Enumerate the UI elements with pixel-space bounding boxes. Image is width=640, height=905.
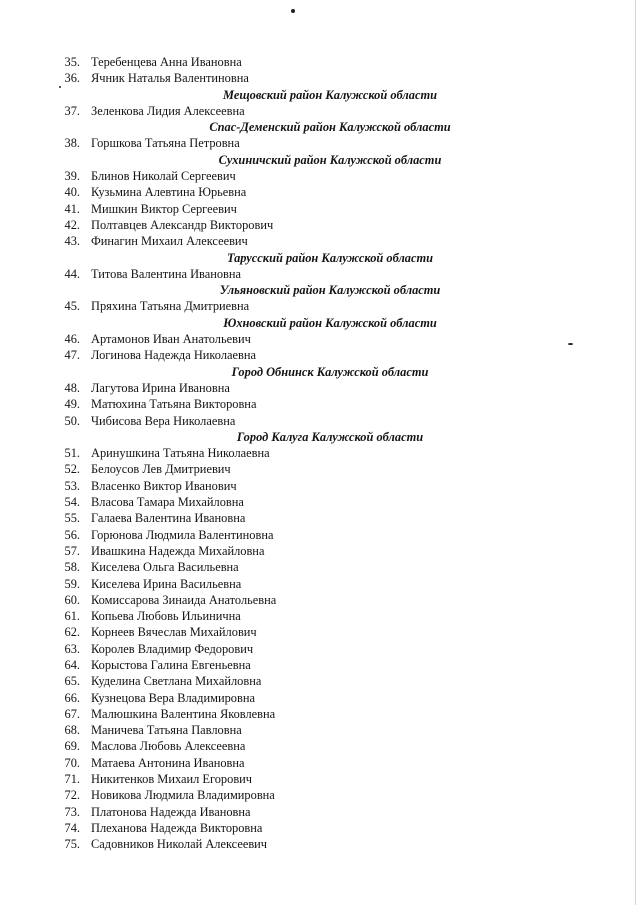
person-name: Чибисова Вера Николаевна xyxy=(91,413,236,428)
list-item xyxy=(0,445,640,461)
item-number: 48. xyxy=(64,380,80,395)
person-name: Матаева Антонина Ивановна xyxy=(91,755,245,770)
item-number: 69. xyxy=(64,739,80,754)
person-name: Белоусов Лев Дмитриевич xyxy=(91,462,231,477)
person-name: Лагутова Ирина Ивановна xyxy=(91,380,230,395)
scan-speck xyxy=(291,9,295,13)
person-name: Теребенцева Анна Ивановна xyxy=(91,55,242,69)
person-name: Власенко Виктор Иванович xyxy=(91,478,237,493)
person-name: Маничева Татьяна Павловна xyxy=(91,723,242,738)
list-item xyxy=(0,70,640,86)
person-name: Куделина Светлана Михайловна xyxy=(91,674,262,689)
item-number: 53. xyxy=(64,478,80,493)
person-name: Плеханова Надежда Викторовна xyxy=(91,820,263,835)
person-name: Зеленкова Лидия Алексеевна xyxy=(91,103,245,118)
list-item xyxy=(0,771,640,787)
list-item xyxy=(0,510,640,526)
person-name: Аринушкина Татьяна Николаевна xyxy=(91,446,270,461)
item-number: 73. xyxy=(64,804,80,819)
item-number: 50. xyxy=(64,413,80,428)
section-heading xyxy=(0,152,640,168)
list-item xyxy=(0,217,640,233)
item-number: 62. xyxy=(64,625,80,640)
item-number: 46. xyxy=(64,332,80,347)
item-number: 57. xyxy=(64,543,80,558)
person-name: Титова Валентина Ивановна xyxy=(91,266,242,281)
list-item xyxy=(0,576,640,592)
list-item xyxy=(0,184,640,200)
list-item xyxy=(0,478,640,494)
list-item xyxy=(0,787,640,803)
item-number: 71. xyxy=(64,772,80,787)
item-number: 54. xyxy=(64,495,80,510)
section-heading xyxy=(0,282,640,298)
person-name: Корнеев Вячеслав Михайлович xyxy=(91,625,257,640)
list-item xyxy=(0,624,640,640)
names-list xyxy=(0,54,640,853)
item-number: 58. xyxy=(64,560,80,575)
person-name: Копьева Любовь Ильинична xyxy=(91,609,241,624)
section-heading xyxy=(0,315,640,331)
person-name: Садовников Николай Алексеевич xyxy=(91,837,268,852)
list-item xyxy=(0,103,640,119)
list-item xyxy=(0,298,640,314)
item-number: 72. xyxy=(64,788,80,803)
person-name: Артамонов Иван Анатольевич xyxy=(91,332,251,347)
item-number: 41. xyxy=(64,201,80,216)
person-name: Никитенков Михаил Егорович xyxy=(91,772,253,787)
list-item xyxy=(0,494,640,510)
list-item xyxy=(0,135,640,151)
section-heading xyxy=(0,119,640,135)
list-item xyxy=(0,641,640,657)
item-number: 35. xyxy=(64,55,80,69)
person-name: Блинов Николай Сергеевич xyxy=(91,169,236,184)
list-item xyxy=(0,755,640,771)
list-item xyxy=(0,347,640,363)
list-item xyxy=(0,54,640,70)
list-item xyxy=(0,201,640,217)
item-number: 74. xyxy=(64,820,80,835)
list-item xyxy=(0,543,640,559)
list-item xyxy=(0,738,640,754)
list-item xyxy=(0,804,640,820)
item-number: 59. xyxy=(64,576,80,591)
section-heading-text: Сухиничский район Калужской области xyxy=(218,152,442,167)
item-number: 75. xyxy=(64,837,80,852)
item-number: 36. xyxy=(64,71,80,86)
list-item xyxy=(0,820,640,836)
item-number: 68. xyxy=(64,723,80,738)
person-name: Горшкова Татьяна Петровна xyxy=(91,136,240,151)
person-name: Ивашкина Надежда Михайловна xyxy=(91,543,265,558)
section-heading-text: Юхновский район Калужской области xyxy=(223,315,437,330)
item-number: 63. xyxy=(64,641,80,656)
item-number: 52. xyxy=(64,462,80,477)
item-number: 42. xyxy=(64,217,80,232)
item-number: 55. xyxy=(64,511,80,526)
list-item xyxy=(0,608,640,624)
list-item xyxy=(0,168,640,184)
item-number: 61. xyxy=(64,609,80,624)
list-item xyxy=(0,722,640,738)
section-heading xyxy=(0,250,640,266)
section-heading xyxy=(0,429,640,445)
list-item xyxy=(0,266,640,282)
person-name: Новикова Людмила Владимировна xyxy=(91,788,275,803)
item-number: 45. xyxy=(64,299,80,314)
list-item xyxy=(0,380,640,396)
person-name: Кузьмина Алевтина Юрьевна xyxy=(91,185,247,200)
list-item xyxy=(0,396,640,412)
item-number: 39. xyxy=(64,169,80,184)
person-name: Королев Владимир Федорович xyxy=(91,641,254,656)
list-item xyxy=(0,461,640,477)
item-number: 70. xyxy=(64,755,80,770)
item-number: 56. xyxy=(64,527,80,542)
person-name: Маслова Любовь Алексеевна xyxy=(91,739,246,754)
list-item xyxy=(0,413,640,429)
item-number: 66. xyxy=(64,690,80,705)
person-name: Логинова Надежда Николаевна xyxy=(91,348,256,363)
person-name: Корыстова Галина Евгеньевна xyxy=(91,657,251,672)
person-name: Платонова Надежда Ивановна xyxy=(91,804,251,819)
person-name: Киселева Ирина Васильевна xyxy=(91,576,242,591)
section-heading xyxy=(0,364,640,380)
section-heading-text: Город Калуга Калужской области xyxy=(236,429,424,444)
person-name: Горюнова Людмила Валентиновна xyxy=(91,527,274,542)
section-heading-text: Ульяновский район Калужской области xyxy=(219,283,441,298)
person-name: Ячник Наталья Валентиновна xyxy=(91,71,249,86)
person-name: Матюхина Татьяна Викторовна xyxy=(91,397,257,412)
list-item xyxy=(0,592,640,608)
list-item xyxy=(0,690,640,706)
person-name: Пряхина Татьяна Дмитриевна xyxy=(91,299,250,314)
section-heading xyxy=(0,87,640,103)
item-number: 44. xyxy=(64,266,80,281)
item-number: 49. xyxy=(64,397,80,412)
item-number: 67. xyxy=(64,706,80,721)
section-heading-text: Тарусский район Калужской области xyxy=(226,250,434,265)
item-number: 64. xyxy=(64,657,80,672)
person-name: Комиссарова Зинаида Анатольевна xyxy=(91,592,277,607)
person-name: Власова Тамара Михайловна xyxy=(91,495,244,510)
item-number: 38. xyxy=(64,136,80,151)
person-name: Финагин Михаил Алексеевич xyxy=(91,234,248,249)
list-item xyxy=(0,657,640,673)
item-number: 40. xyxy=(64,185,80,200)
item-number: 47. xyxy=(64,348,80,363)
person-name: Киселева Ольга Васильевна xyxy=(91,560,239,575)
item-number: 51. xyxy=(64,446,80,461)
item-number: 60. xyxy=(64,592,80,607)
list-item xyxy=(0,706,640,722)
list-item xyxy=(0,527,640,543)
person-name: Кузнецова Вера Владимировна xyxy=(91,690,255,705)
list-item xyxy=(0,559,640,575)
section-heading-text: Спас-Деменский район Калужской области xyxy=(209,120,451,135)
section-heading-text: Мещовский район Калужской области xyxy=(223,87,437,102)
item-number: 65. xyxy=(64,674,80,689)
list-item xyxy=(0,836,640,852)
person-name: Малюшкина Валентина Яковлевна xyxy=(91,706,276,721)
section-heading-text: Город Обнинск Калужской области xyxy=(231,364,429,379)
person-name: Полтавцев Александр Викторович xyxy=(91,217,274,232)
list-item xyxy=(0,673,640,689)
item-number: 43. xyxy=(64,234,80,249)
item-number: 37. xyxy=(64,103,80,118)
list-item xyxy=(0,233,640,249)
list-item xyxy=(0,331,640,347)
person-name: Галаева Валентина Ивановна xyxy=(91,511,246,526)
person-name: Мишкин Виктор Сергеевич xyxy=(91,201,237,216)
